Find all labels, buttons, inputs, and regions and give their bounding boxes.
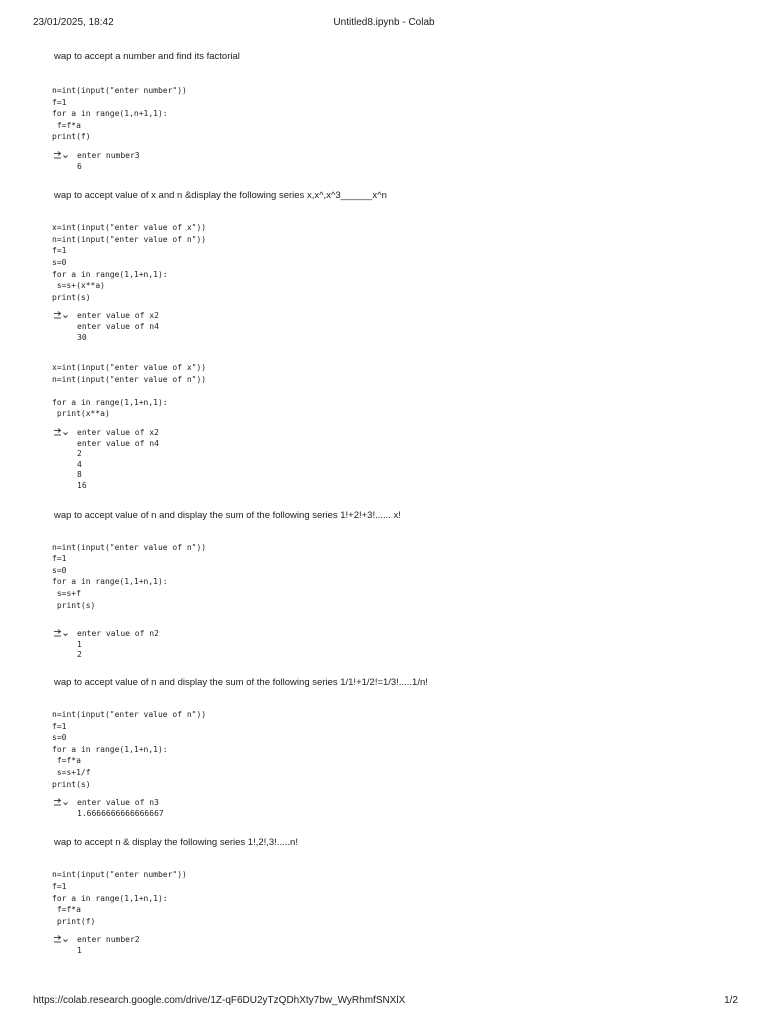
- output-cell: [52, 798, 768, 819]
- code-cell[interactable]: x=int(input("enter value of x")) n=int(input("enter value of n")) for a in range(1,1+n,1): print(x**a): [52, 363, 207, 419]
- output-text: enter number3 6: [77, 150, 140, 171]
- output-arrow-icon[interactable]: [53, 428, 69, 438]
- markdown-cell: wap to accept n & display the following series 1!,2!,3!.....n!: [54, 837, 298, 849]
- code-cell[interactable]: n=int(input("enter value of n")) f=1 s=0 for a in range(1,1+n,1): f=f*a s=s+1/f print(s): [52, 709, 207, 789]
- output-text: enter value of x2 enter value of n4 30: [77, 311, 159, 342]
- output-text: enter value of n3 1.6666666666666667: [77, 798, 164, 818]
- output-arrow-icon[interactable]: [53, 629, 69, 639]
- markdown-cell: wap to accept value of n and display the sum of the following series 1/1!+1/2!=1/3!.....1/n!: [54, 676, 428, 688]
- output-cell: [52, 935, 768, 956]
- output-cell: [52, 151, 768, 172]
- markdown-cell: wap to accept value of x and n &display the following series x,x^,x^3______x^n: [54, 190, 387, 202]
- code-cell[interactable]: n=int(input("enter number")) f=1 for a in range(1,1+n,1): f=f*a print(f): [52, 870, 187, 926]
- output-text: enter number2 1: [77, 935, 140, 955]
- code-cell[interactable]: x=int(input("enter value of x")) n=int(input("enter value of n")) f=1 s=0 for a in range(1,1+n,1): s=s+(x**a) print(s): [52, 223, 207, 302]
- markdown-cell: wap to accept a number and find its factorial: [54, 51, 240, 62]
- output-arrow-icon[interactable]: [53, 311, 69, 321]
- page-url: https://colab.research.google.com/drive/1Z-qF6DU2yTzQDhXty7bw_WyRhmfSNXlX: [33, 995, 406, 1006]
- output-text: enter value of x2 enter value of n4 2 4 8 16: [77, 428, 159, 491]
- output-arrow-icon[interactable]: [53, 151, 69, 161]
- output-arrow-icon[interactable]: [53, 935, 69, 945]
- output-cell: [52, 311, 768, 343]
- output-text: enter value of n2 1 2: [77, 629, 159, 660]
- print-date: 23/01/2025, 18:42: [33, 17, 114, 28]
- page-number: 1/2: [724, 995, 738, 1006]
- document-title: Untitled8.ipynb - Colab: [333, 17, 435, 28]
- notebook-content: [0, 50, 768, 956]
- code-cell[interactable]: n=int(input("enter number")) f=1 for a in range(1,n+1,1): f=f*a print(f): [52, 86, 187, 142]
- code-cell[interactable]: n=int(input("enter value of n")) f=1 s=0 for a in range(1,1+n,1): s=s+f print(s): [52, 542, 207, 610]
- output-arrow-icon[interactable]: [53, 798, 69, 808]
- markdown-cell: wap to accept value of n and display the sum of the following series 1!+2!+3!...... x!: [54, 509, 401, 521]
- output-cell: [52, 629, 768, 661]
- output-cell: [52, 428, 768, 492]
